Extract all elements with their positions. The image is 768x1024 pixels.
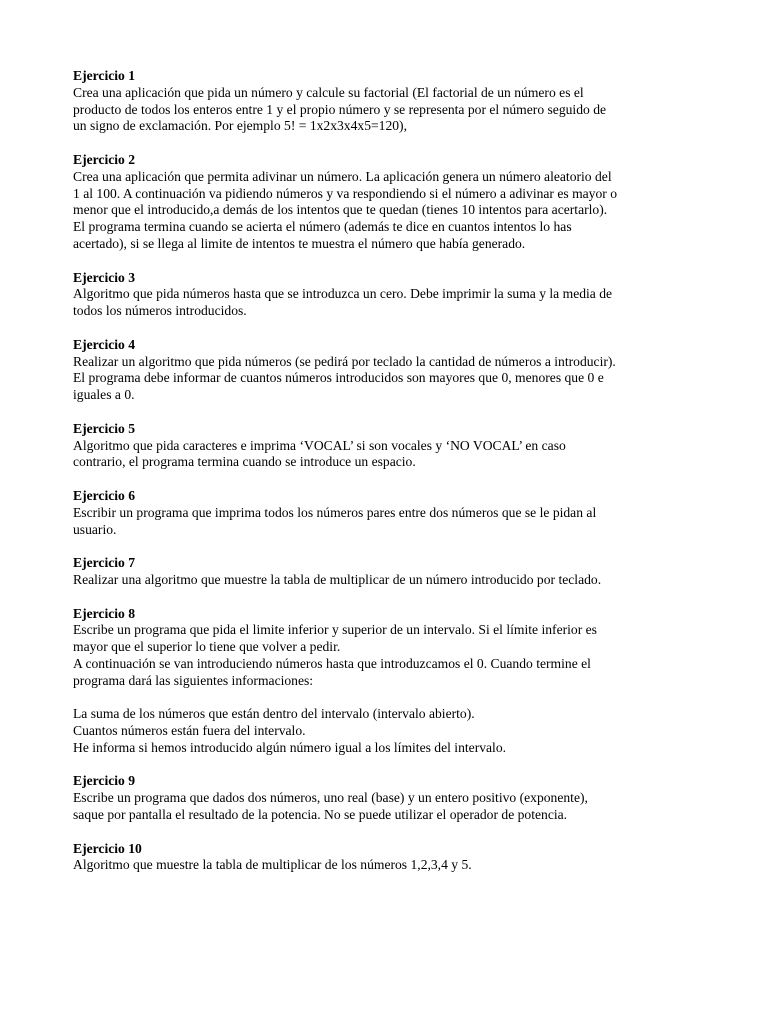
exercise-text-line: Escribir un programa que imprima todos los números pares entre dos números que se le pidan al — [73, 504, 597, 520]
document-body — [73, 68, 697, 891]
exercise-9 — [73, 773, 697, 823]
exercise-text-line: menor que el introducido,a demás de los intentos que te quedan (tienes 10 intentos para acertarlo). — [73, 202, 608, 218]
exercise-3 — [73, 270, 697, 320]
exercise-text-line: He informa si hemos introducido algún número igual a los límites del intervalo. — [73, 739, 507, 755]
exercise-6 — [73, 488, 697, 538]
exercise-text-line: Escribe un programa que dados dos números, uno real (base) y un entero positivo (exponente), — [73, 790, 588, 806]
exercise-text-line: 1 al 100. A continuación va pidiendo números y va respondiendo si el número a adivinar es mayor o — [73, 185, 618, 201]
exercise-text-line: Cuantos números están fuera del intervalo. — [73, 723, 306, 739]
exercise-title: Ejercicio 3 — [73, 269, 136, 285]
exercise-text-line: saque por pantalla el resultado de la potencia. No se puede utilizar el operador de potencia. — [73, 807, 568, 823]
exercise-text-line: Realizar un algoritmo que pida números (se pedirá por teclado la cantidad de números a introducir). — [73, 353, 616, 369]
exercise-text-line: contrario, el programa termina cuando se introduce un espacio. — [73, 454, 416, 470]
exercise-text-line: programa dará las siguientes informaciones: — [73, 672, 314, 688]
blank-line — [73, 689, 697, 706]
exercise-text-line: un signo de exclamación. Por ejemplo 5! = 1x2x3x4x5=120), — [73, 118, 407, 134]
exercise-text-line: todos los números introducidos. — [73, 303, 247, 319]
exercise-title: Ejercicio 10 — [73, 840, 142, 856]
exercise-text-line: producto de todos los enteros entre 1 y el propio número y se representa por el número seguido de — [73, 101, 607, 117]
exercise-text-line: Escribe un programa que pida el limite inferior y superior de un intervalo. Si el límite inferior es — [73, 622, 597, 638]
exercise-text-line: A continuación se van introduciendo números hasta que introduzcamos el 0. Cuando termine el — [73, 655, 591, 671]
exercise-text-line: acertado), si se llega al limite de intentos te muestra el número que había generado. — [73, 235, 526, 251]
exercise-text-line: mayor que el superior lo tiene que volver a pedir. — [73, 639, 341, 655]
exercise-text-line: Algoritmo que pida caracteres e imprima ‘VOCAL’ si son vocales y ‘NO VOCAL’ en caso — [73, 437, 566, 453]
exercise-title: Ejercicio 4 — [73, 336, 136, 352]
exercise-4 — [73, 337, 697, 404]
exercise-5 — [73, 421, 697, 471]
exercise-2 — [73, 152, 697, 253]
exercise-10 — [73, 841, 697, 875]
exercise-text-line: El programa termina cuando se acierta el número (además te dice en cuantos intentos lo has — [73, 219, 572, 235]
exercise-text-line: El programa debe informar de cuantos números introducidos son mayores que 0, menores que 0 e — [73, 370, 604, 386]
exercise-text-line: Algoritmo que muestre la tabla de multiplicar de los números 1,2,3,4 y 5. — [73, 857, 472, 873]
exercise-title: Ejercicio 5 — [73, 420, 136, 436]
exercise-text-line: Crea una aplicación que permita adivinar un número. La aplicación genera un número aleatorio del — [73, 168, 612, 184]
exercise-title: Ejercicio 2 — [73, 151, 136, 167]
exercise-title: Ejercicio 6 — [73, 487, 136, 503]
exercise-text-line: Algoritmo que pida números hasta que se introduzca un cero. Debe imprimir la suma y la media de — [73, 286, 613, 302]
exercise-text-line: Realizar una algoritmo que muestre la tabla de multiplicar de un número introducido por teclado. — [73, 571, 602, 587]
exercise-8 — [73, 606, 697, 757]
exercise-7 — [73, 555, 697, 589]
exercise-title: Ejercicio 1 — [73, 68, 136, 83]
exercise-title: Ejercicio 9 — [73, 773, 136, 789]
exercise-1 — [73, 68, 697, 135]
exercise-title: Ejercicio 8 — [73, 605, 136, 621]
exercise-text-line: usuario. — [73, 521, 117, 537]
exercise-text-line: Crea una aplicación que pida un número y calcule su factorial (El factorial de un número es el — [73, 84, 584, 100]
exercise-title: Ejercicio 7 — [73, 555, 136, 571]
exercise-text-line: La suma de los números que están dentro del intervalo (intervalo abierto). — [73, 706, 475, 722]
exercise-text-line: iguales a 0. — [73, 387, 135, 403]
